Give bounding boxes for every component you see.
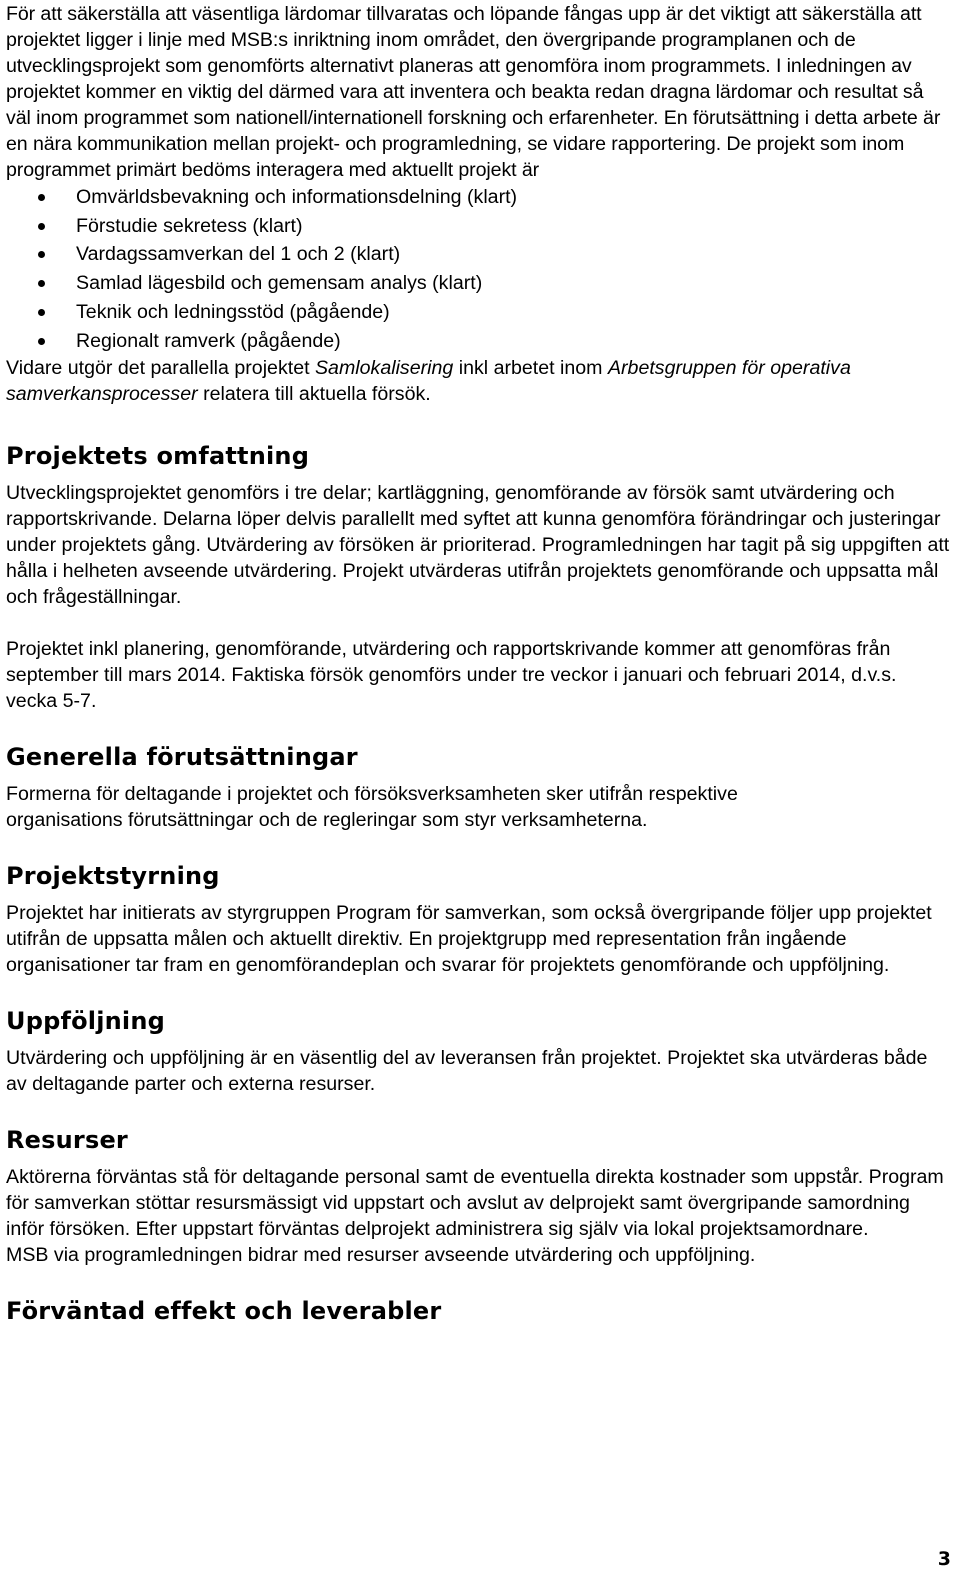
generella-paragraph: Formerna för deltagande i projektet och försöksverksamheten sker utifrån respektive organisations förutsättningar och de regleringar som styr verksamheterna.: [6, 783, 738, 832]
list-item: Regionalt ramverk (pågående): [6, 327, 951, 356]
styrning-paragraph: Projektet har initierats av styrgruppen Program för samverkan, som också övergripande följer upp projektet utifrån de uppsatta målen och aktuellt direktiv. En projektgrupp med representation från ingående organisationer tar fram en genomförandeplan och svarar för projektets genomförande och uppföljning.: [6, 902, 932, 977]
working-group-name: Arbetsgruppen för operativa samverkansprocesser: [6, 357, 851, 406]
heading-uppfoljning: Uppföljning: [6, 1007, 166, 1036]
heading-forvantad-effekt: Förväntad effekt och leverabler: [6, 1297, 442, 1326]
project-name-samlokalisering: Samlokalisering: [314, 357, 454, 380]
heading-resurser: Resurser: [6, 1126, 128, 1155]
list-item: Teknik och ledningsstöd (pågående): [6, 298, 951, 327]
uppfoljning-paragraph: Utvärdering och uppföljning är en väsentlig del av leveransen från projektet. Projektet ska utvärderas både av deltagande parter och externa resurser.: [6, 1047, 928, 1096]
related-projects-list: [6, 183, 951, 355]
omfattning-paragraph-2: Projektet inkl planering, genomförande, utvärdering och rapportskrivande kommer att genomföras från september till mars 2014. Faktiska försök genomförs under tre veckor i januari och februari 2014, d.v.s. vecka 5-7.: [6, 638, 897, 713]
heading-projektets-omfattning: Projektets omfattning: [6, 442, 310, 471]
resurser-paragraph-1: Aktörerna förväntas stå för deltagande personal samt de eventuella direkta kostnader som uppstår. Program för samverkan stöttar resursmässigt vid uppstart och avslut av delprojekt samt övergripande samordning inför försöken. Efter uppstart förväntas delprojekt administrera sig själv via lokal projektsamordnare.: [6, 1166, 944, 1241]
omfattning-paragraph-1: Utvecklingsprojektet genomförs i tre delar; kartläggning, genomförande av försök samt utvärdering och rapportskrivande. Delarna löper delvis parallellt med syftet att kunna genomföra förändringar och justeringar under projektets gång. Utvärdering av försöken är prioriterad. Programledningen har tagit på sig uppgiften att hålla i helheten avseende utvärdering. Projekt utvärderas utifrån projektets genomförande och uppsatta mål och frågeställningar.: [6, 482, 950, 609]
resurser-paragraph-2: MSB via programledningen bidrar med resurser avseende utvärdering och uppföljning.: [6, 1244, 756, 1267]
list-item: Vardagssamverkan del 1 och 2 (klart): [6, 240, 951, 269]
page-number: 3: [937, 1548, 951, 1570]
document-page: [6, 0, 951, 1570]
list-item: Omvärldsbevakning och informationsdelning (klart): [6, 183, 951, 212]
list-item: Samlad lägesbild och gemensam analys (klart): [6, 269, 951, 298]
heading-generella-forutsattningar: Generella förutsättningar: [6, 743, 358, 772]
heading-projektstyrning: Projektstyrning: [6, 862, 220, 891]
list-item: Förstudie sekretess (klart): [6, 212, 951, 241]
parallel-projects-paragraph: Vidare utgör det parallella projektet Samlokalisering inkl arbetet inom Arbetsgruppen för operativa samverkansprocesser relatera till aktuella försök.: [6, 357, 851, 406]
intro-paragraph: För att säkerställa att väsentliga lärdomar tillvaratas och löpande fångas upp är det viktigt att säkerställa att projektet ligger i linje med MSB:s inriktning inom området, den övergripande programplanen och de utvecklingsprojekt som genomförts alternativt planeras att genomföra inom programmets. I inledningen av projektet kommer en viktig del därmed vara att inventera och beakta redan dragna lärdomar och resultat så väl inom programmet som nationell/internationell forskning och erfarenheter. En förutsättning i detta arbete är en nära kommunikation mellan projekt- och programledning, se vidare rapportering. De projekt som inom programmet primärt bedöms interagera med aktuellt projekt är: [6, 3, 941, 181]
